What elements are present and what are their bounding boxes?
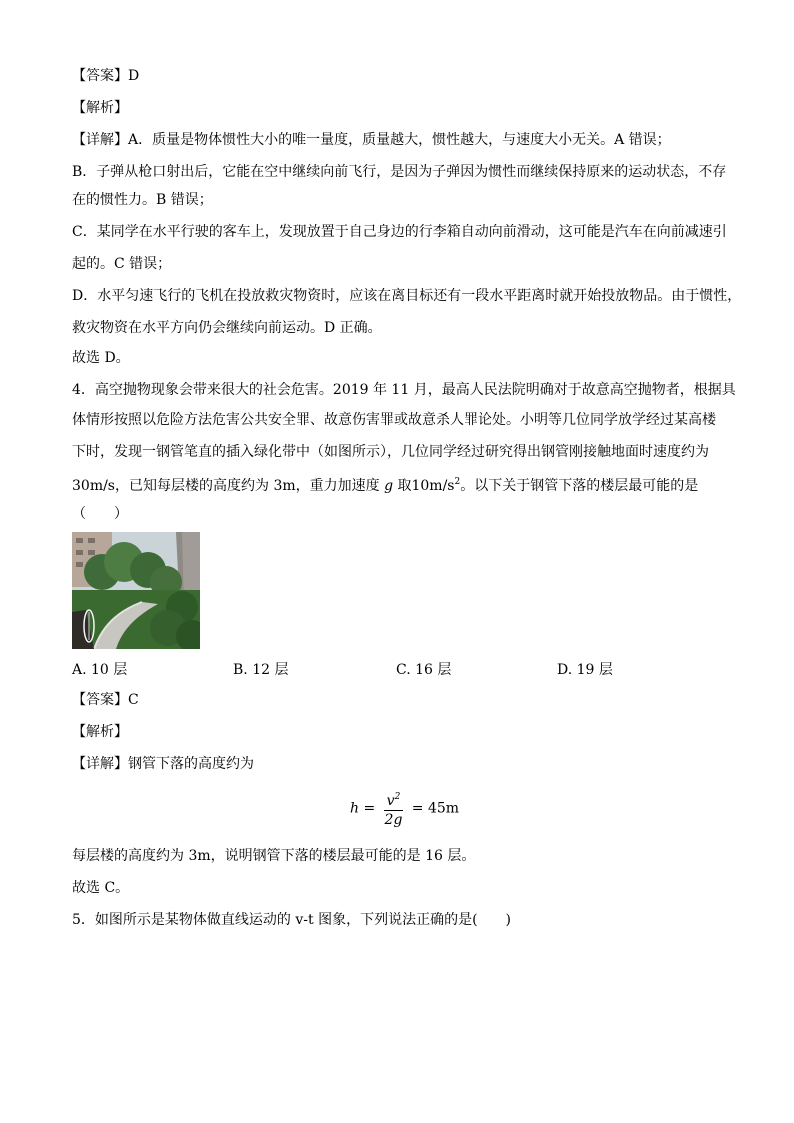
q4-stem-line: 体情形按照以危险方法危害公共安全罪、故意伤害罪或故意杀人罪论处。小明等几位同学放学经过某高楼 xyxy=(72,412,716,428)
q5-stem: 5．如图所示是某物体做直线运动的 v-t 图象，下列说法正确的是( ) xyxy=(72,912,511,928)
q4-blank: （ ） xyxy=(72,506,128,522)
q3-detail-line: B．子弹从枪口射出后，它能在空中继续向前飞行，是因为子弹因为惯性而继续保持原来的运动状态，不存 xyxy=(72,164,727,180)
q3-detail-line: 【详解】A．质量是物体惯性大小的唯一量度，质量越大，惯性越大，与速度大小无关。A 错误； xyxy=(72,132,671,148)
steel-pipe-photo xyxy=(72,532,200,649)
q4-answer: 【答案】C xyxy=(72,692,139,708)
q4-stem-line: 下时，发现一钢管笔直的插入绿化带中（如图所示），几位同学经过研究得出钢管刚接触地面时速度约为 xyxy=(72,444,709,460)
q3-detail-line: C．某同学在水平行驶的客车上，发现放置于自己身边的行李箱自动向前滑动，这可能是汽车在向前减速引 xyxy=(72,224,727,240)
q4-analysis-heading: 【解析】 xyxy=(72,724,128,740)
q3-analysis-heading: 【解析】 xyxy=(72,100,128,116)
q3-answer: 【答案】D xyxy=(72,68,140,84)
option-d: D. 19 层 xyxy=(557,662,613,678)
option-c: C. 16 层 xyxy=(396,662,452,678)
q3-choose: 故选 D。 xyxy=(72,350,130,366)
g-symbol: g xyxy=(384,478,394,494)
q3-detail-line: 在的惯性力。B 错误； xyxy=(72,192,213,208)
q3-detail-line: 救灾物资在水平方向仍会继续向前运动。D 正确。 xyxy=(72,320,382,336)
q3-detail-line: D．水平匀速飞行的飞机在投放救灾物资时，应该在离目标还有一段水平距离时就开始投放物品。由于惯性， xyxy=(72,288,742,304)
q4-conclusion: 每层楼的高度约为 3m，说明钢管下落的楼层最可能的是 16 层。 xyxy=(72,848,476,864)
height-formula: h = $\frac{v^2}{2g}$ = 45m xyxy=(350,788,459,829)
q3-detail-line: 起的。C 错误； xyxy=(72,256,172,272)
option-a: A. 10 层 xyxy=(72,662,128,678)
option-b: B. 12 层 xyxy=(233,662,289,678)
q4-stem-line-last: 30m/s，已知每层楼的高度约为 3m，重力加速度 g 取$10m/s^2$。以下关于钢管下落的楼层最可能的是 xyxy=(72,477,699,494)
q4-choose: 故选 C。 xyxy=(72,880,130,896)
q4-stem-line: 4．高空抛物现象会带来很大的社会危害。2019 年 11 月，最高人民法院明确对于故意高空抛物者，根据具 xyxy=(72,382,736,398)
q4-detail: 【详解】钢管下落的高度约为 xyxy=(72,756,254,772)
formula-fraction: $\frac{v^2}{2g}$ xyxy=(384,788,404,829)
